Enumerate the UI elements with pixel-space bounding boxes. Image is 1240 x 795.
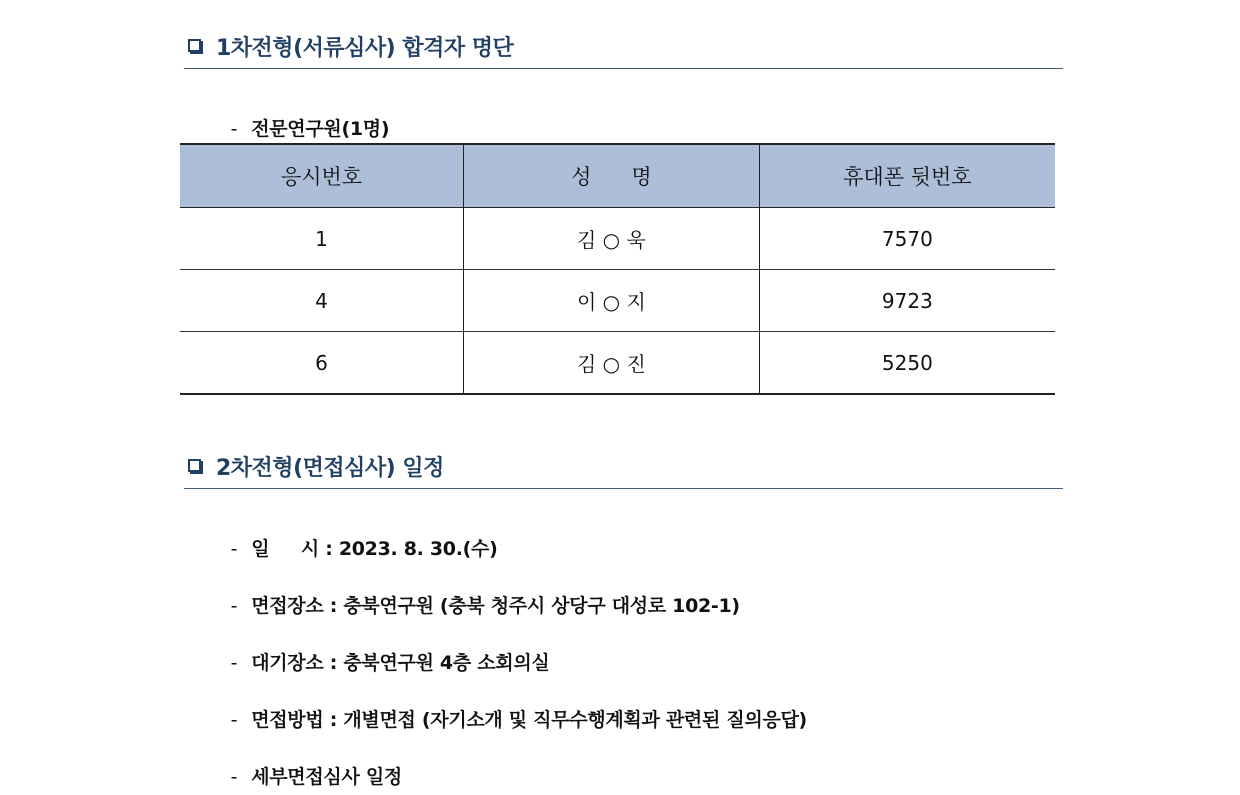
cell-phone: 7570 <box>759 208 1055 270</box>
section2-heading <box>184 454 1063 489</box>
header-name: 성 명 <box>464 144 760 208</box>
header-phone-last-digits: 휴대폰 뒷번호 <box>759 144 1055 208</box>
table-header-row <box>180 144 1055 208</box>
section1-subtitle <box>218 92 389 141</box>
passer-table <box>180 143 1055 395</box>
dash: - <box>230 118 238 140</box>
item-text: 면접방법 : 개별면접 (자기소개 및 직무수행계획과 관련된 질의응답) <box>251 709 807 731</box>
item-text: 대기장소 : 충북연구원 4층 소회의실 <box>251 652 550 674</box>
checkbox-bullet-icon <box>188 39 201 52</box>
cell-name: 김 ○ 욱 <box>464 208 760 270</box>
table-row <box>180 270 1055 332</box>
header-exam-number: 응시번호 <box>180 144 464 208</box>
cell-name: 이 ○ 지 <box>464 270 760 332</box>
subtitle-text: 전문연구원(1명) <box>251 118 390 140</box>
cell-phone: 5250 <box>759 332 1055 395</box>
table-row <box>180 208 1055 270</box>
dash: - <box>230 766 238 788</box>
section1-title: 1차전형(서류심사) 합격자 명단 <box>216 36 514 61</box>
dash: - <box>230 538 238 560</box>
item-text: 면접장소 : 충북연구원 (충북 청주시 상당구 대성로 102-1) <box>251 595 740 617</box>
section2-title: 2차전형(면접심사) 일정 <box>216 456 444 481</box>
dash: - <box>230 709 238 731</box>
schedule-item-datetime <box>218 512 497 561</box>
schedule-item-location <box>218 569 740 618</box>
dash: - <box>230 595 238 617</box>
item-text: 세부면접심사 일정 <box>251 766 402 788</box>
cell-exam-number: 6 <box>180 332 464 395</box>
item-text: 일 시 : 2023. 8. 30.(수) <box>251 538 498 560</box>
table-row <box>180 332 1055 395</box>
section1-heading <box>184 34 1063 69</box>
cell-exam-number: 1 <box>180 208 464 270</box>
checkbox-bullet-icon <box>188 459 201 472</box>
dash: - <box>230 652 238 674</box>
cell-phone: 9723 <box>759 270 1055 332</box>
schedule-item-method <box>218 683 807 732</box>
cell-exam-number: 4 <box>180 270 464 332</box>
cell-name: 김 ○ 진 <box>464 332 760 395</box>
schedule-item-detail <box>218 740 402 789</box>
schedule-item-waiting-room <box>218 626 549 675</box>
